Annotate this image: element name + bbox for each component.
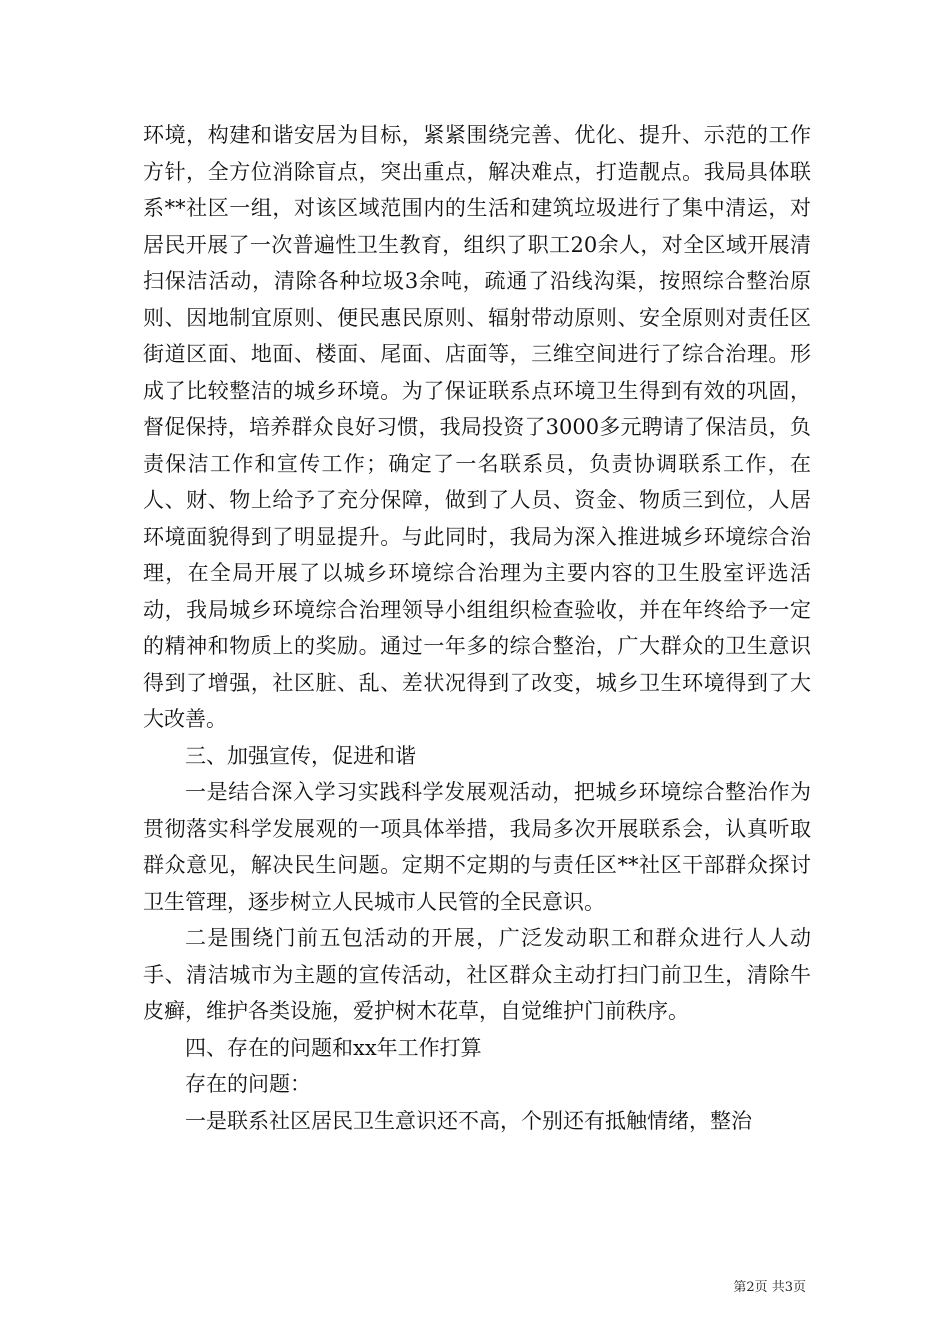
section-heading-publicity: 三、加强宣传，促进和谐: [185, 743, 416, 768]
section-heading-problems-plans: 四、存在的问题和xx年工作打算: [185, 1035, 482, 1060]
paragraph-problem-one: 一是联系社区居民卫生意识还不高，个别还有抵触情绪，整治: [185, 1108, 752, 1133]
page-number-footer: 第2页 共3页: [733, 1280, 806, 1295]
paragraph-point-two: 二是围绕门前五包活动的开展，广泛发动职工和群众进行人人动手、清洁城市为主题的宣传活动，社区群众主动打扫门前卫生，清除牛皮癣，维护各类设施，爱护树木花草，自觉维护门前秩序。: [143, 926, 811, 1023]
paragraph-continued-environment: 环境，构建和谐安居为目标，紧紧围绕完善、优化、提升、示范的工作方针，全方位消除盲点，突出重点，解决难点，打造靓点。我局具体联系**社区一组，对该区域范围内的生活和建筑垃圾进行了集中清运，对居民开展了一次普遍性卫生教育，组织了职工20余人，对全区域开展清扫保洁活动，清除各种垃圾3余吨，疏通了沿线沟渠，按照综合整治原则、因地制宜原则、便民惠民原则、辐射带动原则、安全原则对责任区街道区面、地面、楼面、尾面、店面等，三维空间进行了综合治理。形成了比较整洁的城乡环境。为了保证联系点环境卫生得到有效的巩固，督促保持，培养群众良好习惯，我局投资了3000多元聘请了保洁员，负责保洁工作和宣传工作；确定了一名联系员，负责协调联系工作，在人、财、物上给予了充分保障，做到了人员、资金、物质三到位，人居环境面貌得到了明显提升。与此同时，我局为深入推进城乡环境综合治理，在全局开展了以城乡环境综合治理为主要内容的卫生股室评选活动，我局城乡环境综合治理领导小组组织检查验收，并在年终给予一定的精神和物质上的奖励。通过一年多的综合整治，广大群众的卫生意识得到了增强，社区脏、乱、差状况得到了改变，城乡卫生环境得到了大大改善。: [143, 123, 811, 731]
paragraph-point-one: 一是结合深入学习实践科学发展观活动，把城乡环境综合整治作为贯彻落实科学发展观的一项具体举措，我局多次开展联系会，认真听取群众意见，解决民生问题。定期不定期的与责任区**社区干部群众探讨卫生管理，逐步树立人民城市人民管的全民意识。: [143, 780, 811, 914]
document-body: [143, 117, 811, 1139]
subheading-problems: 存在的问题：: [185, 1072, 311, 1096]
